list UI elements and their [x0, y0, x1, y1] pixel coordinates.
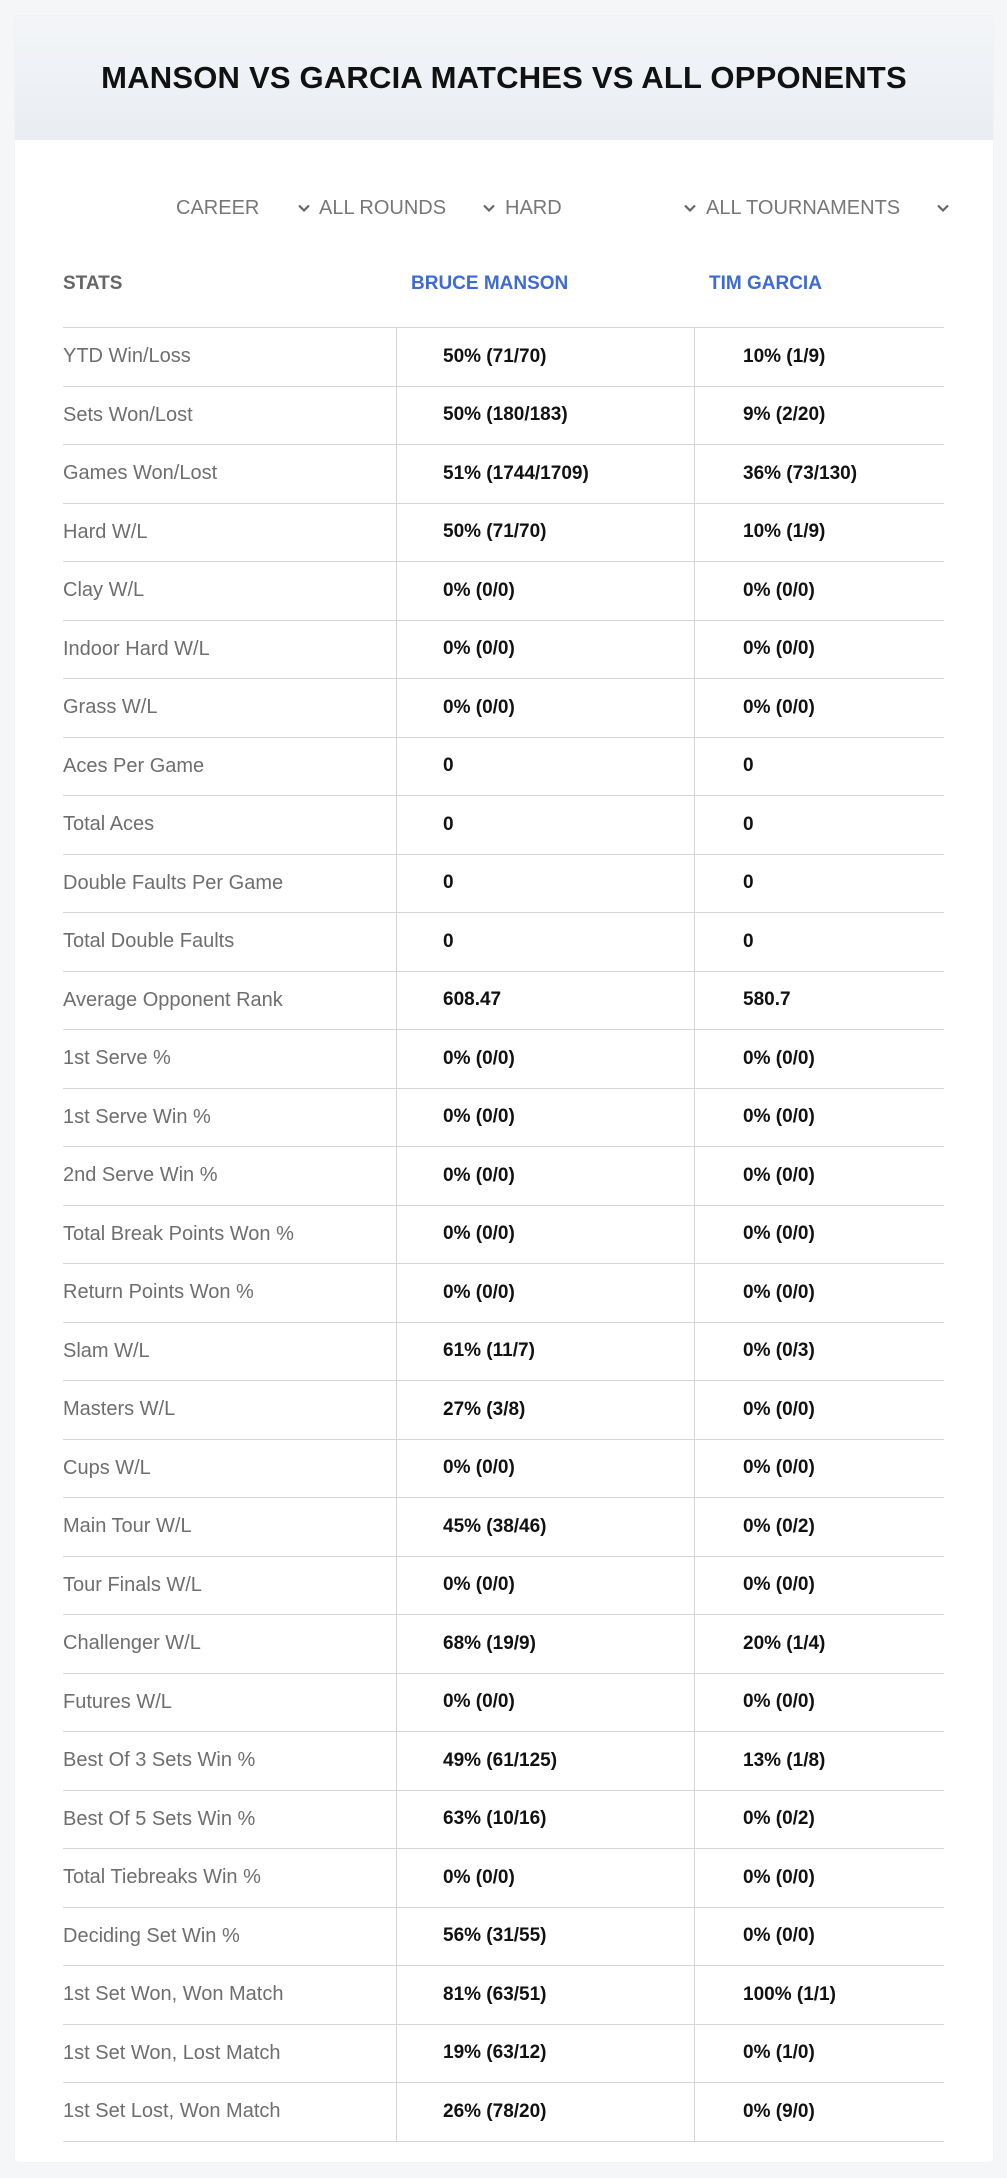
player-a-value: 56% (31/55) [396, 1908, 694, 1966]
tournaments-select-label: ALL TOURNAMENTS [706, 196, 901, 219]
player-b-value: 0% (0/0) [694, 1674, 944, 1732]
table-row [63, 1206, 944, 1265]
player-a-value: 0 [396, 913, 694, 971]
stats-column-header: STATS [63, 273, 123, 294]
player-b-value: 0% (0/0) [694, 1440, 944, 1498]
stat-label: Double Faults Per Game [63, 871, 284, 894]
player-b-value: 100% (1/1) [694, 1966, 944, 2024]
career-select-label: CAREER [176, 196, 260, 219]
card-header [15, 16, 993, 140]
stat-label: Challenger W/L [63, 1632, 201, 1655]
chevron-down-icon [481, 200, 497, 216]
stat-label: Grass W/L [63, 696, 158, 719]
player-a-value: 0% (0/0) [396, 1557, 694, 1615]
stat-label: 1st Set Won, Won Match [63, 1983, 284, 2006]
player-a-value: 50% (180/183) [396, 387, 694, 445]
player-b-value: 20% (1/4) [694, 1615, 944, 1673]
stat-label: Hard W/L [63, 520, 148, 543]
stat-label: 1st Serve Win % [63, 1105, 211, 1128]
player-a-value: 0% (0/0) [396, 679, 694, 737]
stats-card [15, 16, 993, 2162]
table-row [63, 1089, 944, 1148]
player-a-value: 0% (0/0) [396, 1674, 694, 1732]
stat-label: YTD Win/Loss [63, 345, 191, 368]
stat-label: 1st Set Lost, Won Match [63, 2100, 281, 2123]
player-a-value: 19% (63/12) [396, 2025, 694, 2083]
player-b-value: 0% (0/0) [694, 1089, 944, 1147]
player-a-value: 0 [396, 738, 694, 796]
player-a-value: 68% (19/9) [396, 1615, 694, 1673]
player-b-value: 0% (0/0) [694, 1849, 944, 1907]
stat-label: Games Won/Lost [63, 462, 218, 485]
stat-label: Average Opponent Rank [63, 988, 283, 1011]
stat-label: 2nd Serve Win % [63, 1164, 218, 1187]
player-a-value: 63% (10/16) [396, 1791, 694, 1849]
stat-label: Clay W/L [63, 579, 145, 602]
stat-label: Slam W/L [63, 1339, 150, 1362]
table-row [63, 621, 944, 680]
player-b-value: 0 [694, 738, 944, 796]
player-a-value: 26% (78/20) [396, 2083, 694, 2141]
player-b-value: 0% (0/2) [694, 1791, 944, 1849]
player-a-value: 50% (71/70) [396, 504, 694, 562]
rounds-select-label: ALL ROUNDS [319, 196, 447, 219]
stat-label: Best Of 5 Sets Win % [63, 1807, 256, 1830]
stats-table [63, 249, 944, 2142]
player-b-value: 0% (0/0) [694, 1381, 944, 1439]
player-b-value: 36% (73/130) [694, 445, 944, 503]
player-b-value: 0% (0/3) [694, 1323, 944, 1381]
player-a-value: 608.47 [396, 972, 694, 1030]
player-b-value: 0% (0/0) [694, 1206, 944, 1264]
player-a-value: 0 [396, 855, 694, 913]
player-a-value: 81% (63/51) [396, 1966, 694, 2024]
player-a-value: 0 [396, 796, 694, 854]
stat-label: Total Double Faults [63, 930, 235, 953]
table-row [63, 1381, 944, 1440]
stat-label: Indoor Hard W/L [63, 637, 210, 660]
career-select[interactable] [176, 188, 314, 228]
player-b-value: 0% (9/0) [694, 2083, 944, 2141]
player-b-value: 10% (1/9) [694, 504, 944, 562]
stat-label: Tour Finals W/L [63, 1573, 202, 1596]
table-row [63, 1791, 944, 1850]
stat-label: Masters W/L [63, 1398, 176, 1421]
surface-select[interactable] [505, 188, 700, 228]
chevron-down-icon [296, 200, 312, 216]
page-title: MANSON VS GARCIA MATCHES VS ALL OPPONENTS [101, 60, 907, 95]
player-a-value: 0% (0/0) [396, 1206, 694, 1264]
table-row [63, 796, 944, 855]
player-a-value: 0% (0/0) [396, 1147, 694, 1205]
stat-label: Cups W/L [63, 1456, 151, 1479]
table-row [63, 1323, 944, 1382]
player-b-value: 0 [694, 913, 944, 971]
table-header [63, 249, 944, 328]
table-row [63, 504, 944, 563]
table-row [63, 2025, 944, 2084]
table-row [63, 913, 944, 972]
player-b-value: 13% (1/8) [694, 1732, 944, 1790]
player-b-value: 0% (0/0) [694, 679, 944, 737]
player-a-value: 0% (0/0) [396, 1030, 694, 1088]
stat-label: Main Tour W/L [63, 1515, 192, 1538]
player-a-value: 0% (0/0) [396, 562, 694, 620]
table-row [63, 1440, 944, 1499]
stat-label: Total Tiebreaks Win % [63, 1866, 261, 1889]
table-row [63, 972, 944, 1031]
player-b-value: 0% (0/0) [694, 1030, 944, 1088]
table-row [63, 445, 944, 504]
player-b-value: 0% (0/0) [694, 1147, 944, 1205]
player-a-value: 0% (0/0) [396, 1264, 694, 1322]
player-b-value: 10% (1/9) [694, 328, 944, 386]
table-row [63, 1849, 944, 1908]
surface-select-label: HARD [505, 196, 562, 219]
stat-label: Best Of 3 Sets Win % [63, 1749, 256, 1772]
chevron-down-icon [682, 200, 698, 216]
stat-label: 1st Serve % [63, 1047, 171, 1070]
table-row [63, 328, 944, 387]
player-a-value: 27% (3/8) [396, 1381, 694, 1439]
stat-label: Total Aces [63, 813, 155, 836]
table-row [63, 855, 944, 914]
player-b-link[interactable]: TIM GARCIA [709, 273, 822, 294]
stat-label: Aces Per Game [63, 754, 205, 777]
player-b-value: 0% (0/0) [694, 1557, 944, 1615]
table-row [63, 1557, 944, 1616]
stat-label: Deciding Set Win % [63, 1924, 240, 1947]
table-row [63, 1674, 944, 1733]
rounds-select[interactable] [319, 188, 499, 228]
player-a-value: 45% (38/46) [396, 1498, 694, 1556]
player-a-value: 0% (0/0) [396, 1089, 694, 1147]
table-row [63, 1147, 944, 1206]
table-row [63, 738, 944, 797]
table-row [63, 1908, 944, 1967]
stat-label: 1st Set Won, Lost Match [63, 2041, 281, 2064]
stat-label: Futures W/L [63, 1690, 172, 1713]
player-b-value: 580.7 [694, 972, 944, 1030]
player-b-value: 0% (1/0) [694, 2025, 944, 2083]
player-a-value: 50% (71/70) [396, 328, 694, 386]
table-row [63, 1498, 944, 1557]
player-b-value: 0 [694, 796, 944, 854]
stat-label: Total Break Points Won % [63, 1222, 294, 1245]
table-row [63, 1615, 944, 1674]
table-row [63, 1030, 944, 1089]
player-a-value: 0% (0/0) [396, 621, 694, 679]
stat-label: Sets Won/Lost [63, 403, 193, 426]
player-b-value: 0% (0/2) [694, 1498, 944, 1556]
chevron-down-icon [935, 200, 951, 216]
player-b-value: 0 [694, 855, 944, 913]
table-row [63, 1966, 944, 2025]
player-b-value: 9% (2/20) [694, 387, 944, 445]
player-b-value: 0% (0/0) [694, 1908, 944, 1966]
table-row [63, 562, 944, 621]
table-row [63, 2083, 944, 2142]
player-a-value: 61% (11/7) [396, 1323, 694, 1381]
player-a-value: 51% (1744/1709) [396, 445, 694, 503]
table-row [63, 1732, 944, 1791]
table-row [63, 679, 944, 738]
tournaments-select[interactable] [706, 188, 953, 228]
player-a-value: 0% (0/0) [396, 1440, 694, 1498]
table-body [63, 328, 944, 2142]
table-row [63, 1264, 944, 1323]
stat-label: Return Points Won % [63, 1281, 254, 1304]
player-b-value: 0% (0/0) [694, 621, 944, 679]
filter-bar [15, 188, 993, 228]
player-b-value: 0% (0/0) [694, 1264, 944, 1322]
player-a-value: 0% (0/0) [396, 1849, 694, 1907]
player-a-link[interactable]: BRUCE MANSON [411, 273, 569, 294]
table-row [63, 387, 944, 446]
player-b-value: 0% (0/0) [694, 562, 944, 620]
player-a-value: 49% (61/125) [396, 1732, 694, 1790]
